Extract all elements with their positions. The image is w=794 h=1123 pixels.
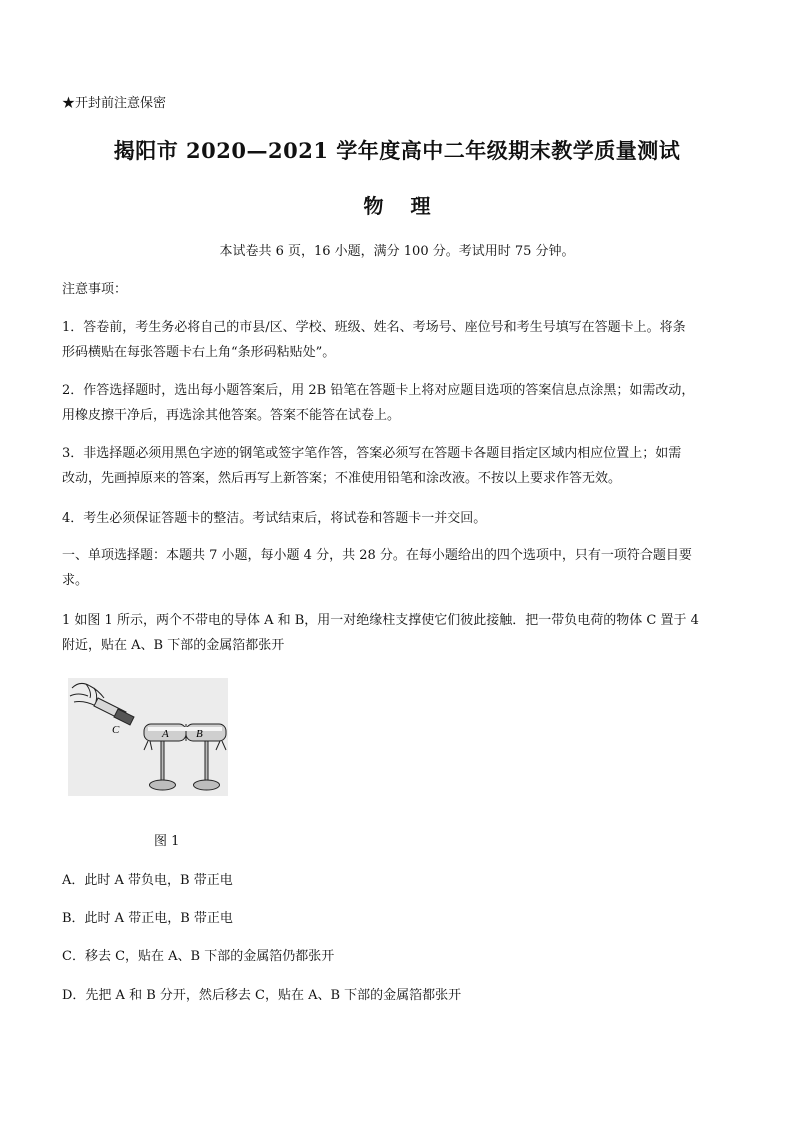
label-c: C <box>112 724 120 736</box>
note-4-line-1: 4．考生必须保证答题卡的整洁。考试结束后，将试卷和答题卡一并交回。 <box>62 511 487 526</box>
notes-heading: 注意事项： <box>62 282 128 297</box>
conductors-ab <box>144 724 226 741</box>
note-1-line-1: 1．答卷前，考生务必将自己的市县/区、学校、班级、姓名、考场号、座位号和考生号填写在答题卡上。将条 <box>62 320 686 335</box>
note-1-line-2: 形码横贴在每张答题卡右上角“条形码粘贴处”。 <box>62 345 336 360</box>
exam-info: 本试卷共 6 页，16 小题，满分 100 分。考试用时 75 分钟。 <box>219 244 575 259</box>
option-b[interactable]: B．此时 A 带正电，B 带正电 <box>62 911 233 926</box>
option-c[interactable]: C．移去 C，贴在 A、B 下部的金属箔仍都张开 <box>62 949 335 964</box>
note-2-line-1: 2．作答选择题时，选出每小题答案后，用 2B 铅笔在答题卡上将对应题目选项的答案信息点涂黑；如需改动， <box>62 383 695 398</box>
label-a: A <box>162 728 169 740</box>
exam-title: 揭阳市 2020—2021 学年度高中二年级期末教学质量测试 <box>113 138 681 163</box>
section-1-line-1: 一、单项选择题：本题共 7 小题，每小题 4 分，共 28 分。在每小题给出的四个选项中，只有一项符合题目要 <box>62 548 692 563</box>
note-3-line-1: 3．非选择题必须用黑色字迹的钢笔或签字笔作答，答案必须写在答题卡各题目指定区域内相应位置上；如需 <box>62 446 682 461</box>
figure-1 <box>68 678 228 796</box>
subject-title: 物 理 <box>363 194 441 218</box>
note-3-line-2: 改动，先画掉原来的答案，然后再写上新答案；不准使用铅笔和涂改液。不按以上要求作答无效。 <box>62 471 622 486</box>
option-d[interactable]: D．先把 A 和 B 分开，然后移去 C，贴在 A、B 下部的金属箔都张开 <box>62 988 462 1003</box>
note-2-line-2: 用橡皮擦干净后，再选涂其他答案。答案不能答在试卷上。 <box>62 408 401 423</box>
question-1-stem-line-2: 附近，贴在 A、B 下部的金属箔都张开 <box>62 638 285 653</box>
question-1-stem-line-1: 1 如图 1 所示，两个不带电的导体 A 和 B，用一对绝缘柱支撑使它们彼此接触．把一带负电荷的物体 C 置于 4 <box>62 613 699 628</box>
confidential-notice: ★开封前注意保密 <box>62 96 167 111</box>
label-b: B <box>196 728 203 740</box>
section-1-line-2: 求。 <box>62 573 89 588</box>
figure-1-caption: 图 1 <box>154 834 180 849</box>
option-a[interactable]: A．此时 A 带负电，B 带正电 <box>62 873 233 888</box>
